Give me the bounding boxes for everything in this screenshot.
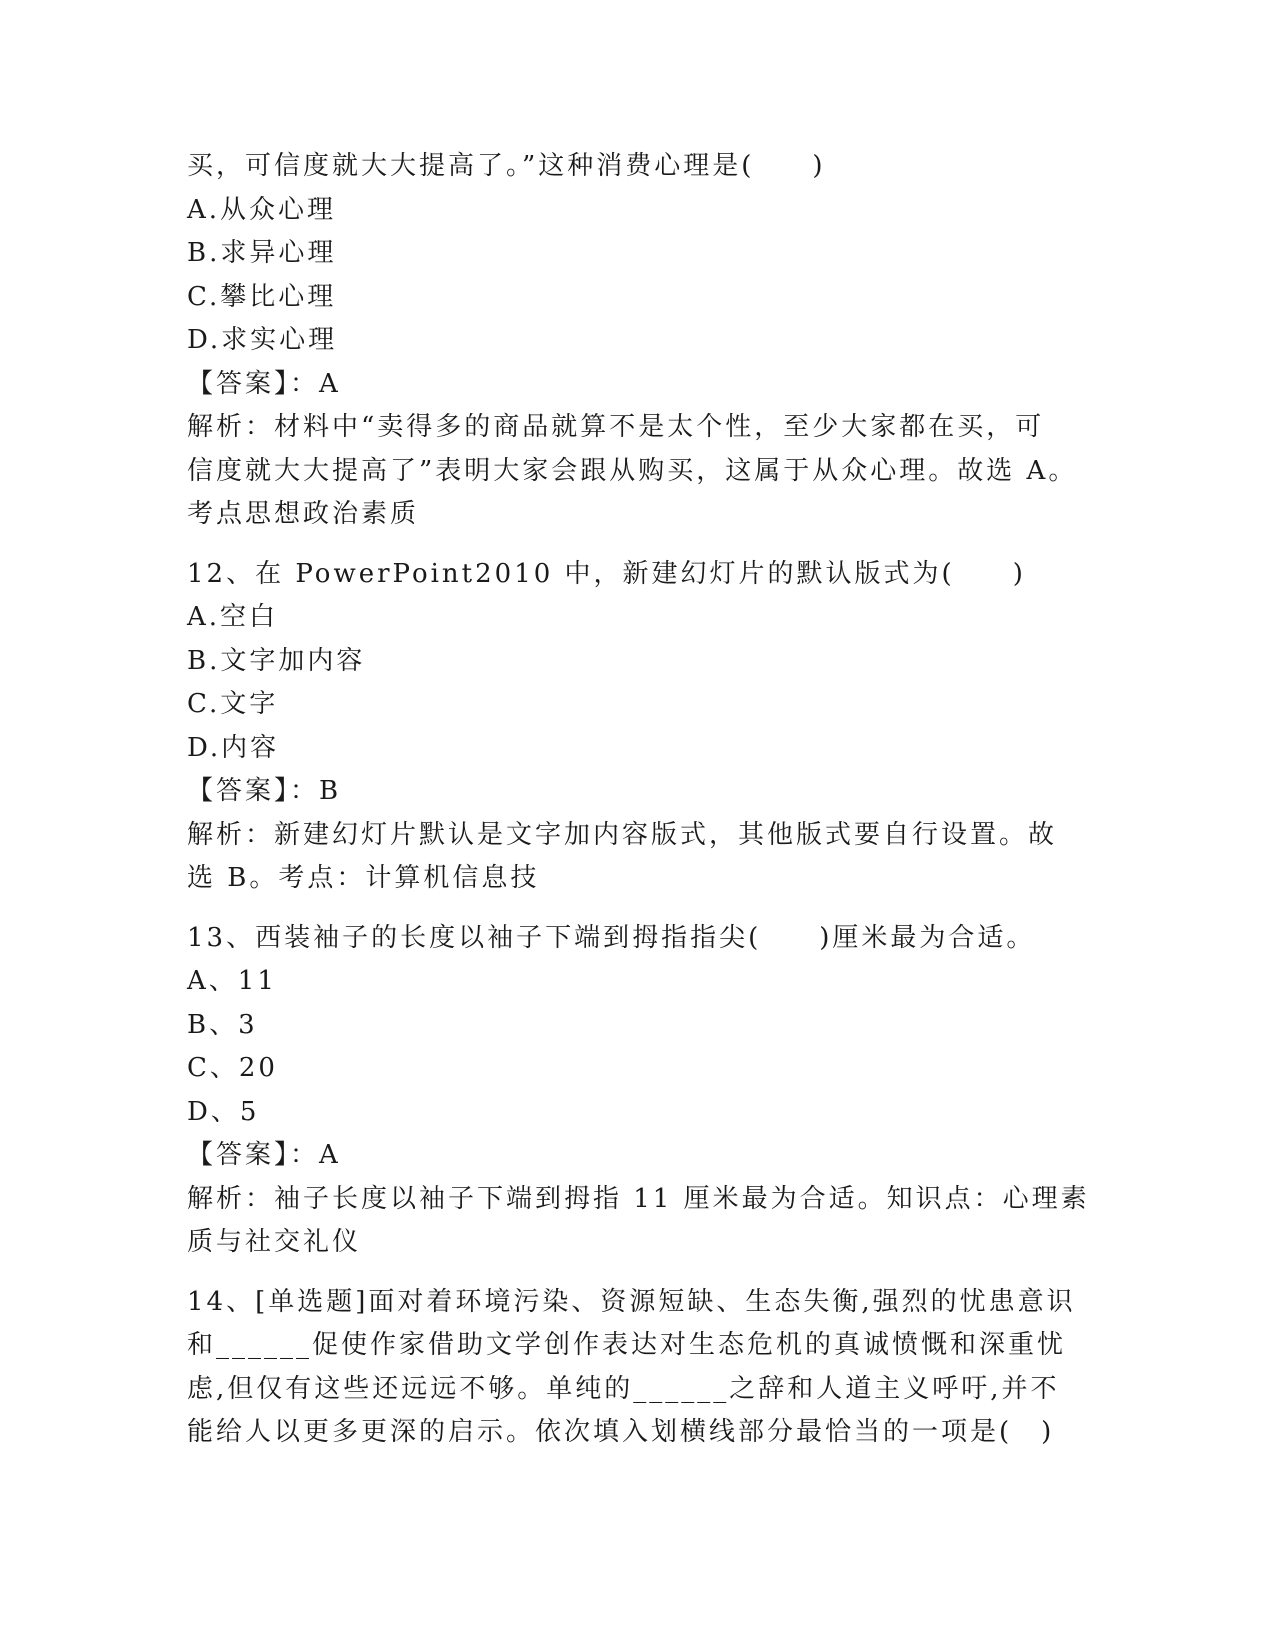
- answer-line: 【答案】：A: [187, 368, 341, 399]
- option-c: C.攀比心理: [187, 281, 337, 312]
- question-text: 14、[单选题]面对着环境污染、资源短缺、生态失衡,强烈的忧患意识: [187, 1286, 1076, 1317]
- question-block-11: [187, 145, 1087, 537]
- explanation-line: 信度就大大提高了”表明大家会跟从购买，这属于从众心理。故选 A。: [187, 455, 1078, 486]
- option-b: B.求异心理: [187, 238, 337, 268]
- explanation-line: 考点思想政治素质: [187, 499, 420, 529]
- option-c: C.文字: [187, 689, 279, 719]
- option-d: D.内容: [187, 732, 280, 763]
- block-spacer: [187, 537, 1087, 553]
- explanation-line: 解析：袖子长度以袖子下端到拇指 11 厘米最为合适。知识点：心理素: [187, 1183, 1090, 1214]
- explanation-line: 质与社交礼仪: [187, 1227, 362, 1257]
- option-a: A.空白: [187, 602, 279, 632]
- option-d: D、5: [187, 1096, 260, 1127]
- question-text: 能给人以更多更深的启示。依次填入划横线部分最恰当的一项是( ): [187, 1417, 1055, 1447]
- answer-line: 【答案】：B: [187, 776, 342, 806]
- option-a: A.从众心理: [187, 194, 337, 225]
- option-a: A、11: [187, 966, 277, 996]
- question-block-12: [187, 553, 1087, 901]
- question-block-13: [187, 917, 1090, 1265]
- explanation-line: 解析：材料中“卖得多的商品就算不是太个性，至少大家都在买，可: [187, 412, 1045, 442]
- option-c: C、20: [187, 1053, 278, 1083]
- block-spacer: [187, 901, 1087, 917]
- block-spacer: [187, 1265, 1087, 1281]
- option-d: D.求实心理: [187, 325, 338, 355]
- page-content: [187, 145, 1090, 1455]
- question-text-continued: 买，可信度就大大提高了。”这种消费心理是( ): [187, 151, 826, 181]
- question-text: 和______促使作家借助文学创作表达对生态危机的真诚愤慨和深重忧: [187, 1330, 1067, 1360]
- answer-line: 【答案】：A: [187, 1140, 341, 1170]
- question-text: 虑,但仅有这些还远远不够。单纯的______之辞和人道主义呼吁,并不: [187, 1373, 1060, 1404]
- question-text: 13、西装袖子的长度以袖子下端到拇指指尖( )厘米最为合适。: [187, 922, 1036, 953]
- explanation-line: 选 B。考点：计算机信息技: [187, 863, 540, 893]
- question-block-14: [187, 1281, 1087, 1455]
- option-b: B、3: [187, 1009, 258, 1040]
- explanation-line: 解析：新建幻灯片默认是文字加内容版式，其他版式要自行设置。故: [187, 819, 1058, 850]
- question-text: 12、在 PowerPoint2010 中，新建幻灯片的默认版式为( ): [187, 558, 1026, 589]
- option-b: B.文字加内容: [187, 645, 366, 676]
